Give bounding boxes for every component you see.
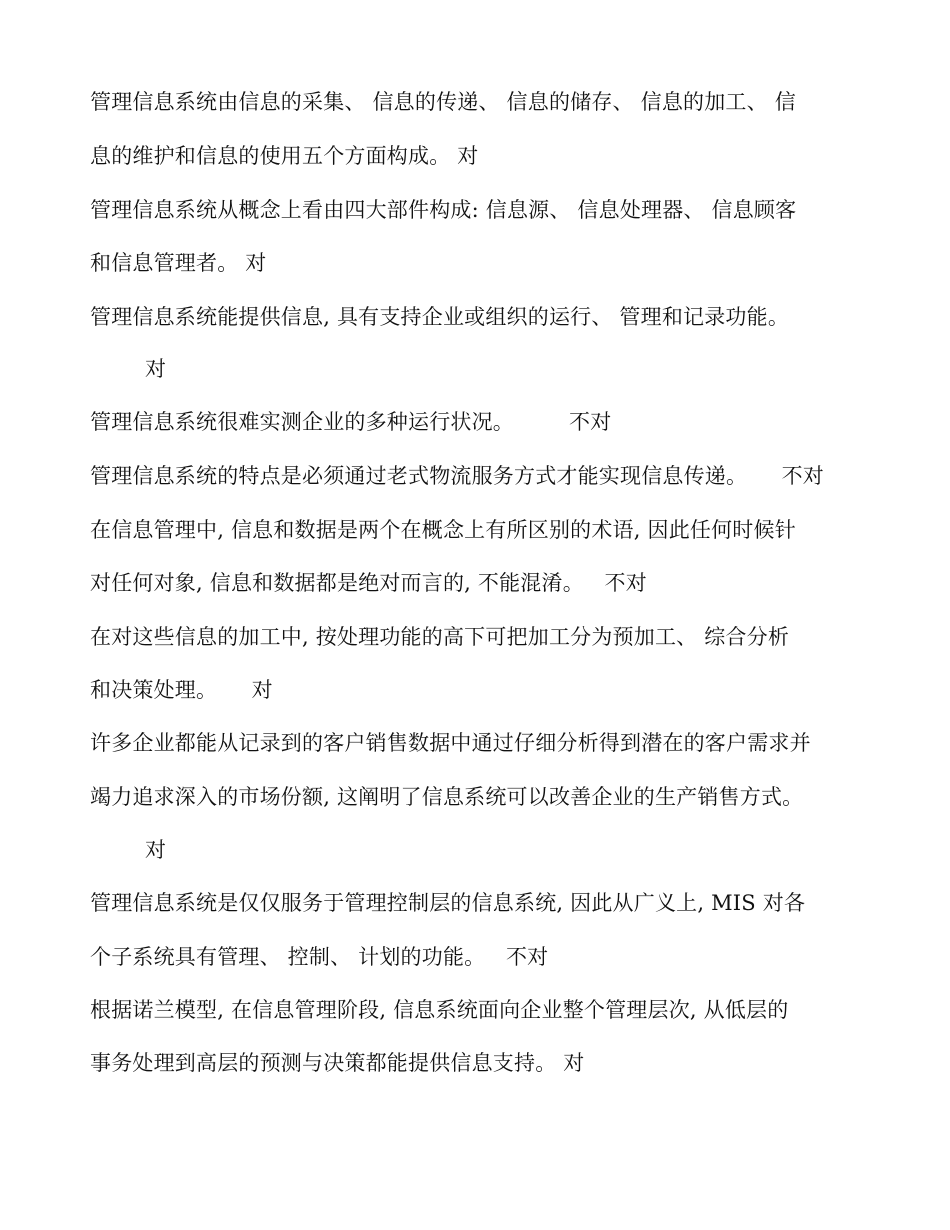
answer-line: 对 xyxy=(145,838,167,862)
text-line: 管理信息系统很难实测企业的多种运行状况。 不对 xyxy=(90,410,612,434)
text-line: 管理信息系统能提供信息, 具有支持企业或组织的运行、 管理和记录功能。 xyxy=(90,305,790,329)
text-line: 个子系统具有管理、 控制、 计划的功能。 不对 xyxy=(90,945,549,969)
text-line: 息的维护和信息的使用五个方面构成。 对 xyxy=(90,144,479,168)
text-line: 管理信息系统由信息的采集、 信息的传递、 信息的储存、 信息的加工、 信 xyxy=(90,90,796,114)
text-line: 管理信息系统从概念上看由四大部件构成: 信息源、 信息处理器、 信息顾客 xyxy=(90,198,797,222)
text-line: 对任何对象, 信息和数据都是绝对而言的, 不能混淆。 不对 xyxy=(90,571,647,595)
text-line: 和信息管理者。 对 xyxy=(90,251,267,275)
text-line: 在信息管理中, 信息和数据是两个在概念上有所区别的术语, 因此任何时候针 xyxy=(90,518,796,542)
text-line: 管理信息系统是仅仅服务于管理控制层的信息系统, 因此从广义上, MIS 对各 xyxy=(90,891,806,915)
text-line: 管理信息系统的特点是必须通过老式物流服务方式才能实现信息传递。 不对 xyxy=(90,464,824,488)
text-line: 事务处理到高层的预测与决策都能提供信息支持。 对 xyxy=(90,1051,585,1075)
answer-line: 对 xyxy=(145,357,167,381)
text-line: 根据诺兰模型, 在信息管理阶段, 信息系统面向企业整个管理层次, 从低层的 xyxy=(90,998,789,1022)
text-line: 竭力追求深入的市场份额, 这阐明了信息系统可以改善企业的生产销售方式。 xyxy=(90,785,804,809)
text-line: 和决策处理。 对 xyxy=(90,678,273,702)
text-line: 许多企业都能从记录到的客户销售数据中通过仔细分析得到潜在的客户需求并 xyxy=(90,731,811,755)
text-line: 在对这些信息的加工中, 按处理功能的高下可把加工分为预加工、 综合分析 xyxy=(90,625,790,649)
